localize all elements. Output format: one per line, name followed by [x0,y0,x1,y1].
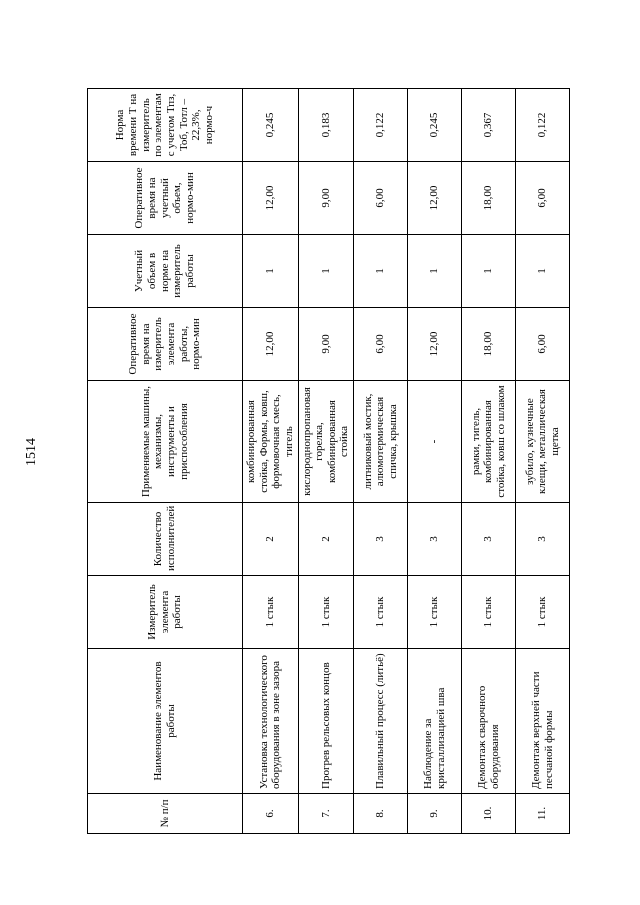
workers-count: 2 [243,503,299,576]
account-volume: 1 [462,235,516,308]
time-norm: 0,245 [243,89,299,162]
table-row [354,89,408,834]
header-cell: Применяемые машины, механизмы, инструменты и приспособления [88,381,243,503]
measurement-unit: 1 стык [516,576,570,649]
header-cell: Количество исполнителей [88,503,243,576]
row-number: 10. [462,794,516,834]
account-volume: 1 [408,235,462,308]
operative-time-volume: 12,00 [243,162,299,235]
row-number: 11. [516,794,570,834]
workers-count: 3 [354,503,408,576]
measurement-unit: 1 стык [354,576,408,649]
account-volume: 1 [243,235,299,308]
header-cell: Оперативное время на учетный объем, нормо-мин [88,162,243,235]
work-element-name: Прогрев рельсовых концов [298,649,354,794]
account-volume: 1 [354,235,408,308]
operative-time: 12,00 [243,308,299,381]
operative-time-volume: 12,00 [408,162,462,235]
account-volume: 1 [298,235,354,308]
operative-time-volume: 6,00 [354,162,408,235]
operative-time-volume: 6,00 [516,162,570,235]
work-element-name: Демонтаж сварочного оборудования [462,649,516,794]
equipment-list: - [408,381,462,503]
account-volume: 1 [516,235,570,308]
workers-count: 3 [462,503,516,576]
operative-time: 6,00 [516,308,570,381]
table-header-row [88,89,243,834]
time-norm: 0,245 [408,89,462,162]
header-cell: Оперативное время на измеритель элемента работы, нормо-мин [88,308,243,381]
table-row [462,89,516,834]
row-number: 7. [298,794,354,834]
workers-count: 3 [516,503,570,576]
time-norm: 0,122 [354,89,408,162]
table-row [243,89,299,834]
header-cell: Учетный объем в норме на измеритель работы [88,235,243,308]
work-element-name: Демонтаж верхней части песчаной формы [516,649,570,794]
page-number: 1514 [24,438,39,466]
work-element-name: Установка технологического оборудования в зоне зазора [243,649,299,794]
equipment-list: комбинированная стойка, Формы, ковш, формовочная смесь, тигель [243,381,299,503]
work-element-name: Наблюдение за кристаллизацией шва [408,649,462,794]
work-element-name: Плавильный процесс (литьё) [354,649,408,794]
time-norm: 0,122 [516,89,570,162]
header-cell: Наименование элементов работы [88,649,243,794]
operative-time: 9,00 [298,308,354,381]
workers-count: 2 [298,503,354,576]
header-cell: Измеритель элемента работы [88,576,243,649]
table-row [516,89,570,834]
row-number: 6. [243,794,299,834]
measurement-unit: 1 стык [243,576,299,649]
norms-table [87,88,570,834]
time-norm: 0,183 [298,89,354,162]
workers-count: 3 [408,503,462,576]
equipment-list: рамки, тигель, комбинированная стойка, ковш со шлаком [462,381,516,503]
equipment-list: литниковый мостик, алюмотермическая спичка, крышка [354,381,408,503]
measurement-unit: 1 стык [462,576,516,649]
time-norm: 0,367 [462,89,516,162]
row-number: 8. [354,794,408,834]
measurement-unit: 1 стык [408,576,462,649]
operative-time: 12,00 [408,308,462,381]
operative-time: 6,00 [354,308,408,381]
operative-time-volume: 9,00 [298,162,354,235]
equipment-list: кислороднопропановая горелка, комбинированная стойка [298,381,354,503]
table-row [408,89,462,834]
row-number: 9. [408,794,462,834]
operative-time: 18,00 [462,308,516,381]
measurement-unit: 1 стык [298,576,354,649]
operative-time-volume: 18,00 [462,162,516,235]
rotated-table-container [87,89,561,834]
header-cell: № п/п [88,794,243,834]
equipment-list: зубило, кузнечные клещи, металлическая щетка [516,381,570,503]
table-row [298,89,354,834]
header-cell: Норма времени Т на измеритель по элементам с учетом Тпз, Тоб, Тотл – 22,3%, нормо-ч [88,89,243,162]
